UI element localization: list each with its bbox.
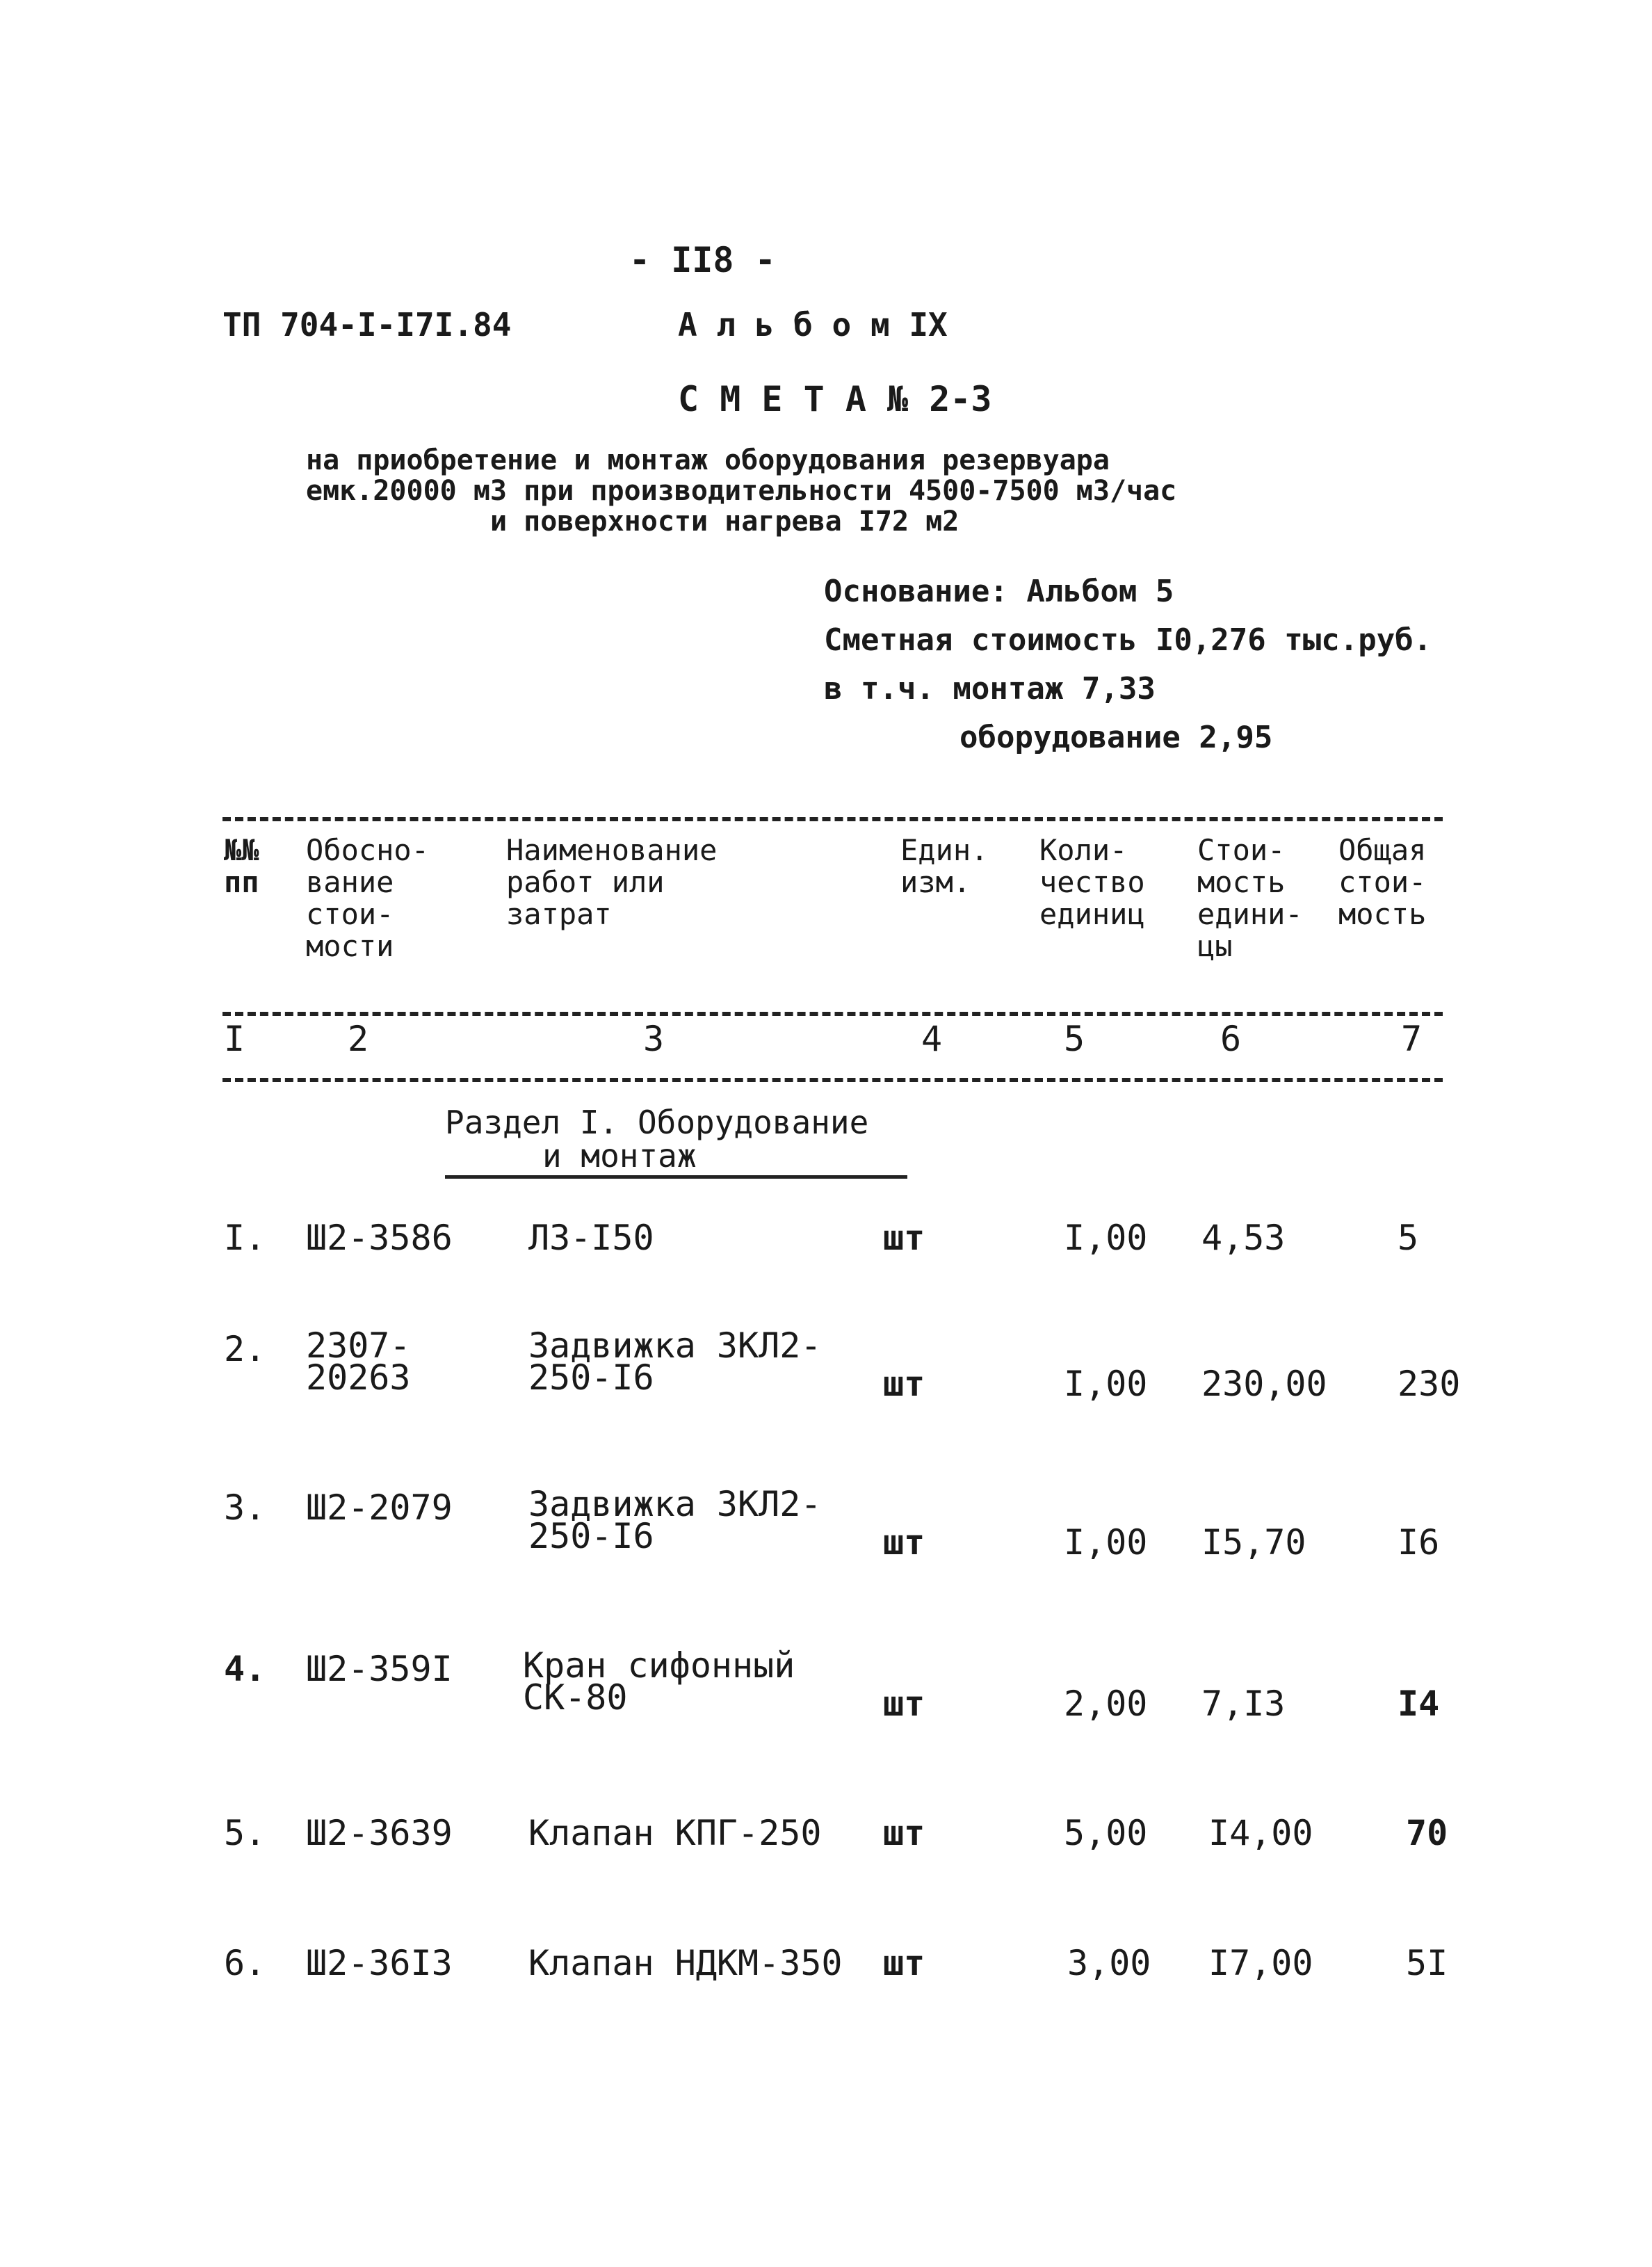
row-code: Ш2-359I xyxy=(306,1649,453,1689)
page-number: - II8 - xyxy=(629,240,776,280)
including-equipment: оборудование 2,95 xyxy=(959,720,1273,755)
row-code: Ш2-2079 xyxy=(306,1487,453,1528)
section-underline xyxy=(445,1175,907,1179)
row-name: Клапан НДКМ-350 xyxy=(528,1943,843,1983)
row-qty: I,00 xyxy=(1064,1218,1148,1258)
row-total: I6 xyxy=(1398,1522,1440,1563)
row-code: Ш2-3639 xyxy=(306,1813,453,1853)
row-number: 5. xyxy=(224,1813,266,1853)
row-qty: 5,00 xyxy=(1064,1813,1148,1853)
header-col-1: №№ пп xyxy=(224,833,259,899)
row-code: Ш2-3586 xyxy=(306,1218,453,1258)
doc-code: ТП 704-I-I7I.84 xyxy=(222,306,512,344)
header-col-3: Наименование работ или затрат xyxy=(506,833,718,931)
row-name: Задвижка ЗКЛ2- 250-I6 xyxy=(528,1325,822,1398)
row-unit: шт xyxy=(883,1943,925,1983)
subtitle-line-1: на приобретение и монтаж оборудования резервуара xyxy=(306,444,1110,476)
col-number-2: 2 xyxy=(348,1019,369,1059)
row-total: 5 xyxy=(1398,1218,1419,1258)
subtitle-line-2: емк.20000 м3 при производительности 4500-7500 м3/час xyxy=(306,475,1177,507)
row-price: 4,53 xyxy=(1201,1218,1286,1258)
row-total: I4 xyxy=(1398,1684,1440,1724)
row-unit: шт xyxy=(883,1522,925,1563)
estimated-cost: Сметная стоимость I0,276 тыс.руб. xyxy=(824,622,1432,658)
row-price: I5,70 xyxy=(1201,1522,1306,1563)
row-total: 5I xyxy=(1406,1943,1448,1983)
row-unit: шт xyxy=(883,1364,925,1404)
header-middle-rule xyxy=(222,1012,1443,1016)
row-qty: 2,00 xyxy=(1064,1684,1148,1724)
row-total: 230 xyxy=(1398,1364,1461,1404)
header-top-rule xyxy=(222,817,1443,821)
album-label: А л ь б о м IX xyxy=(678,306,948,344)
basis-text: Основание: Альбом 5 xyxy=(824,574,1174,609)
row-qty: I,00 xyxy=(1064,1364,1148,1404)
row-name: Задвижка ЗКЛ2- 250-I6 xyxy=(528,1484,822,1556)
header-col-2: Обосно- вание стои- мости xyxy=(306,833,430,963)
header-bottom-rule xyxy=(222,1078,1443,1082)
row-qty: I,00 xyxy=(1064,1522,1148,1563)
row-price: 7,I3 xyxy=(1201,1684,1286,1724)
row-price: I4,00 xyxy=(1208,1813,1313,1853)
col-number-5: 5 xyxy=(1064,1019,1085,1059)
row-unit: шт xyxy=(883,1813,925,1853)
row-number: 4. xyxy=(224,1649,266,1689)
row-total: 70 xyxy=(1406,1813,1448,1853)
row-price: 230,00 xyxy=(1201,1364,1327,1404)
document-title: С М Е Т А № 2-3 xyxy=(678,379,992,419)
col-number-4: 4 xyxy=(921,1019,943,1059)
header-col-7: Общая стои- мость xyxy=(1338,833,1427,931)
including-mounting: в т.ч. монтаж 7,33 xyxy=(824,671,1156,707)
header-col-5: Коли- чество единиц xyxy=(1039,833,1145,931)
header-col-4: Един. изм. xyxy=(900,833,989,899)
row-code: 2307- 20263 xyxy=(306,1325,411,1398)
header-col-6: Стои- мость едини- цы xyxy=(1197,833,1303,963)
row-number: I. xyxy=(224,1218,266,1258)
row-price: I7,00 xyxy=(1208,1943,1313,1983)
row-name: ЛЗ-I50 xyxy=(528,1218,654,1258)
row-number: 2. xyxy=(224,1329,266,1369)
row-qty: 3,00 xyxy=(1067,1943,1151,1983)
col-number-1: I xyxy=(224,1019,245,1059)
row-unit: шт xyxy=(883,1684,925,1724)
row-code: Ш2-36I3 xyxy=(306,1943,453,1983)
row-name: Кран сифонный СК-80 xyxy=(523,1645,795,1718)
subtitle-line-3: и поверхности нагрева I72 м2 xyxy=(490,506,959,538)
col-number-6: 6 xyxy=(1220,1019,1242,1059)
row-name: Клапан КПГ-250 xyxy=(528,1813,822,1853)
row-number: 6. xyxy=(224,1943,266,1983)
section-title: Раздел I. Оборудование и монтаж xyxy=(445,1104,869,1175)
col-number-3: 3 xyxy=(643,1019,665,1059)
col-number-7: 7 xyxy=(1401,1019,1423,1059)
row-number: 3. xyxy=(224,1487,266,1528)
row-unit: шт xyxy=(883,1218,925,1258)
